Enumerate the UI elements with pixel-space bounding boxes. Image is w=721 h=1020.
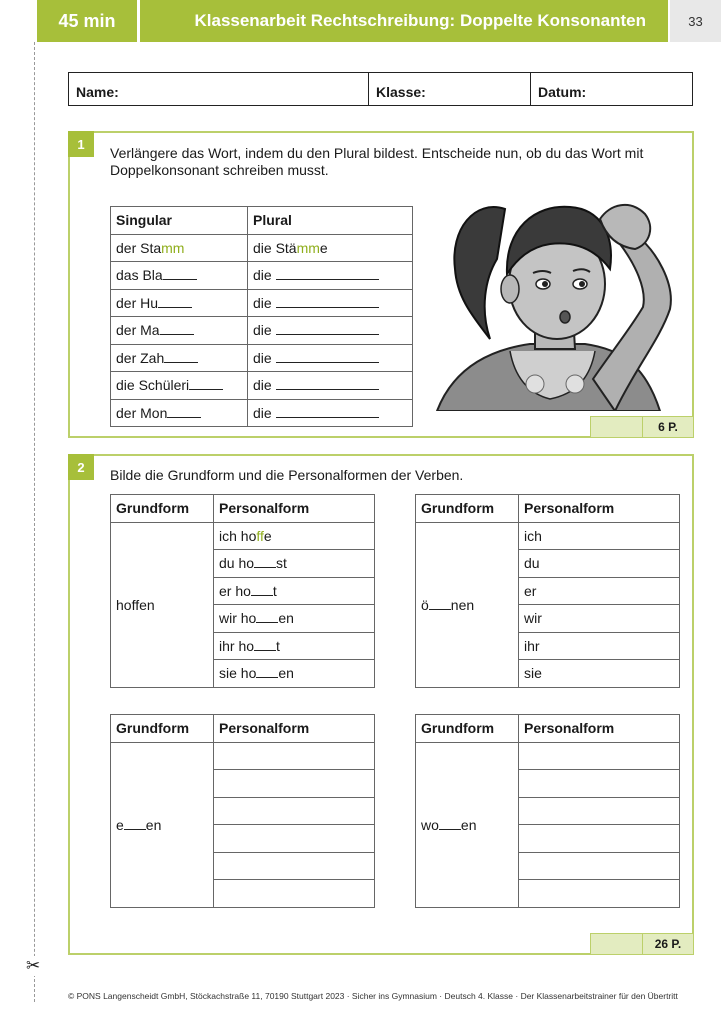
personalform-cell[interactable]: [214, 880, 375, 908]
points-entry-field[interactable]: [591, 417, 643, 437]
table-row: [111, 399, 413, 427]
grundform-cell[interactable]: ö nen: [416, 522, 519, 687]
personalform-cell[interactable]: wir: [519, 605, 680, 633]
personalform-cell[interactable]: [519, 770, 680, 798]
name-field[interactable]: [69, 73, 369, 105]
personalform-cell[interactable]: du: [519, 550, 680, 578]
singular-example: der Stamm: [111, 234, 248, 262]
plural-cell[interactable]: die: [248, 344, 413, 372]
page-number: 33: [670, 0, 721, 42]
plural-cell[interactable]: die: [248, 289, 413, 317]
task-1: [68, 131, 694, 438]
singular-cell[interactable]: der Zah: [111, 344, 248, 372]
class-label: Klasse:: [376, 84, 426, 100]
task-2-instruction: Bilde die Grundform und die Personalformen der Verben.: [110, 467, 464, 483]
page-title: Klassenarbeit Rechtschreibung: Doppelte Konsonanten: [140, 0, 668, 42]
personalform-cell[interactable]: [214, 852, 375, 880]
grundform-cell[interactable]: wo en: [416, 742, 519, 907]
task-2: [68, 454, 694, 955]
personalform-header: Personalform: [519, 495, 680, 523]
personalform-cell[interactable]: er: [519, 577, 680, 605]
table-row: [111, 234, 413, 262]
personalform-cell[interactable]: ihr ho t: [214, 632, 375, 660]
personalform-cell[interactable]: du ho st: [214, 550, 375, 578]
footer-copyright: © PONS Langenscheidt GmbH, Stöckachstraße 11, 70190 Stuttgart 2023 · Sicher ins Gymnasium · Deutsch 4. Klasse · Der Klassenarbeitstrainer für den Übertritt: [68, 991, 678, 1001]
personalform-cell[interactable]: [214, 825, 375, 853]
personalform-cell[interactable]: [214, 797, 375, 825]
date-label: Datum:: [538, 84, 587, 100]
task-2-points: [590, 933, 694, 955]
personalform-header: Personalform: [214, 495, 375, 523]
personalform-cell[interactable]: [214, 770, 375, 798]
plural-cell[interactable]: die: [248, 317, 413, 345]
personalform-cell[interactable]: [519, 880, 680, 908]
grundform-cell: hoffen: [111, 522, 214, 687]
personalform-cell[interactable]: [214, 742, 375, 770]
name-class-date-box: [68, 72, 693, 106]
personalform-cell[interactable]: wir ho en: [214, 605, 375, 633]
plural-header: Plural: [248, 207, 413, 235]
personalform-cell[interactable]: er ho t: [214, 577, 375, 605]
grundform-header: Grundform: [416, 495, 519, 523]
singular-cell[interactable]: der Hu: [111, 289, 248, 317]
personalform-cell[interactable]: sie ho en: [214, 660, 375, 688]
name-label: Name:: [76, 84, 119, 100]
verb-table-oeffnen: [415, 494, 680, 688]
personalform-cell[interactable]: [519, 742, 680, 770]
grundform-header: Grundform: [416, 715, 519, 743]
personalform-cell[interactable]: ihr: [519, 632, 680, 660]
task-1-instruction: Verlängere das Wort, indem du den Plural bildest. Entscheide nun, ob du das Wort mit Doppelkonsonant schreiben musst.: [110, 145, 644, 178]
date-field[interactable]: [531, 73, 692, 105]
personalform-cell[interactable]: sie: [519, 660, 680, 688]
plural-cell[interactable]: die: [248, 372, 413, 400]
task-1-points: [590, 416, 694, 438]
singular-cell[interactable]: die Schüleri: [111, 372, 248, 400]
verb-table-wo-en: [415, 714, 680, 908]
grundform-header: Grundform: [111, 715, 214, 743]
verb-table-hoffen: [110, 494, 375, 688]
plural-table: [110, 206, 413, 427]
task-1-number: 1: [68, 131, 94, 157]
plural-example: die Stämme: [248, 234, 413, 262]
personalform-header: Personalform: [214, 715, 375, 743]
personalform-cell[interactable]: [519, 852, 680, 880]
personalform-header: Personalform: [519, 715, 680, 743]
time-label: 45 min: [37, 0, 137, 42]
grundform-cell[interactable]: e en: [111, 742, 214, 907]
scissors-icon: ✂: [26, 956, 41, 975]
table-row: [111, 344, 413, 372]
plural-cell[interactable]: die: [248, 399, 413, 427]
table-row: [111, 289, 413, 317]
table-row: [111, 317, 413, 345]
verb-table-e-en: [110, 714, 375, 908]
plural-cell[interactable]: die: [248, 262, 413, 290]
points-entry-field[interactable]: [591, 934, 643, 954]
singular-header: Singular: [111, 207, 248, 235]
task-2-number: 2: [68, 454, 94, 480]
singular-cell[interactable]: der Mon: [111, 399, 248, 427]
personalform-cell[interactable]: ich: [519, 522, 680, 550]
personalform-cell[interactable]: [519, 825, 680, 853]
girl-illustration: [435, 189, 675, 411]
points-value: 6 P.: [643, 417, 693, 437]
personalform-cell[interactable]: [519, 797, 680, 825]
table-row: [111, 262, 413, 290]
class-field[interactable]: [369, 73, 531, 105]
grundform-header: Grundform: [111, 495, 214, 523]
personalform-cell: ich hoffe: [214, 522, 375, 550]
table-row: [111, 372, 413, 400]
singular-cell[interactable]: der Ma: [111, 317, 248, 345]
points-value: 26 P.: [643, 934, 693, 954]
singular-cell[interactable]: das Bla: [111, 262, 248, 290]
cut-line: [34, 42, 35, 1002]
